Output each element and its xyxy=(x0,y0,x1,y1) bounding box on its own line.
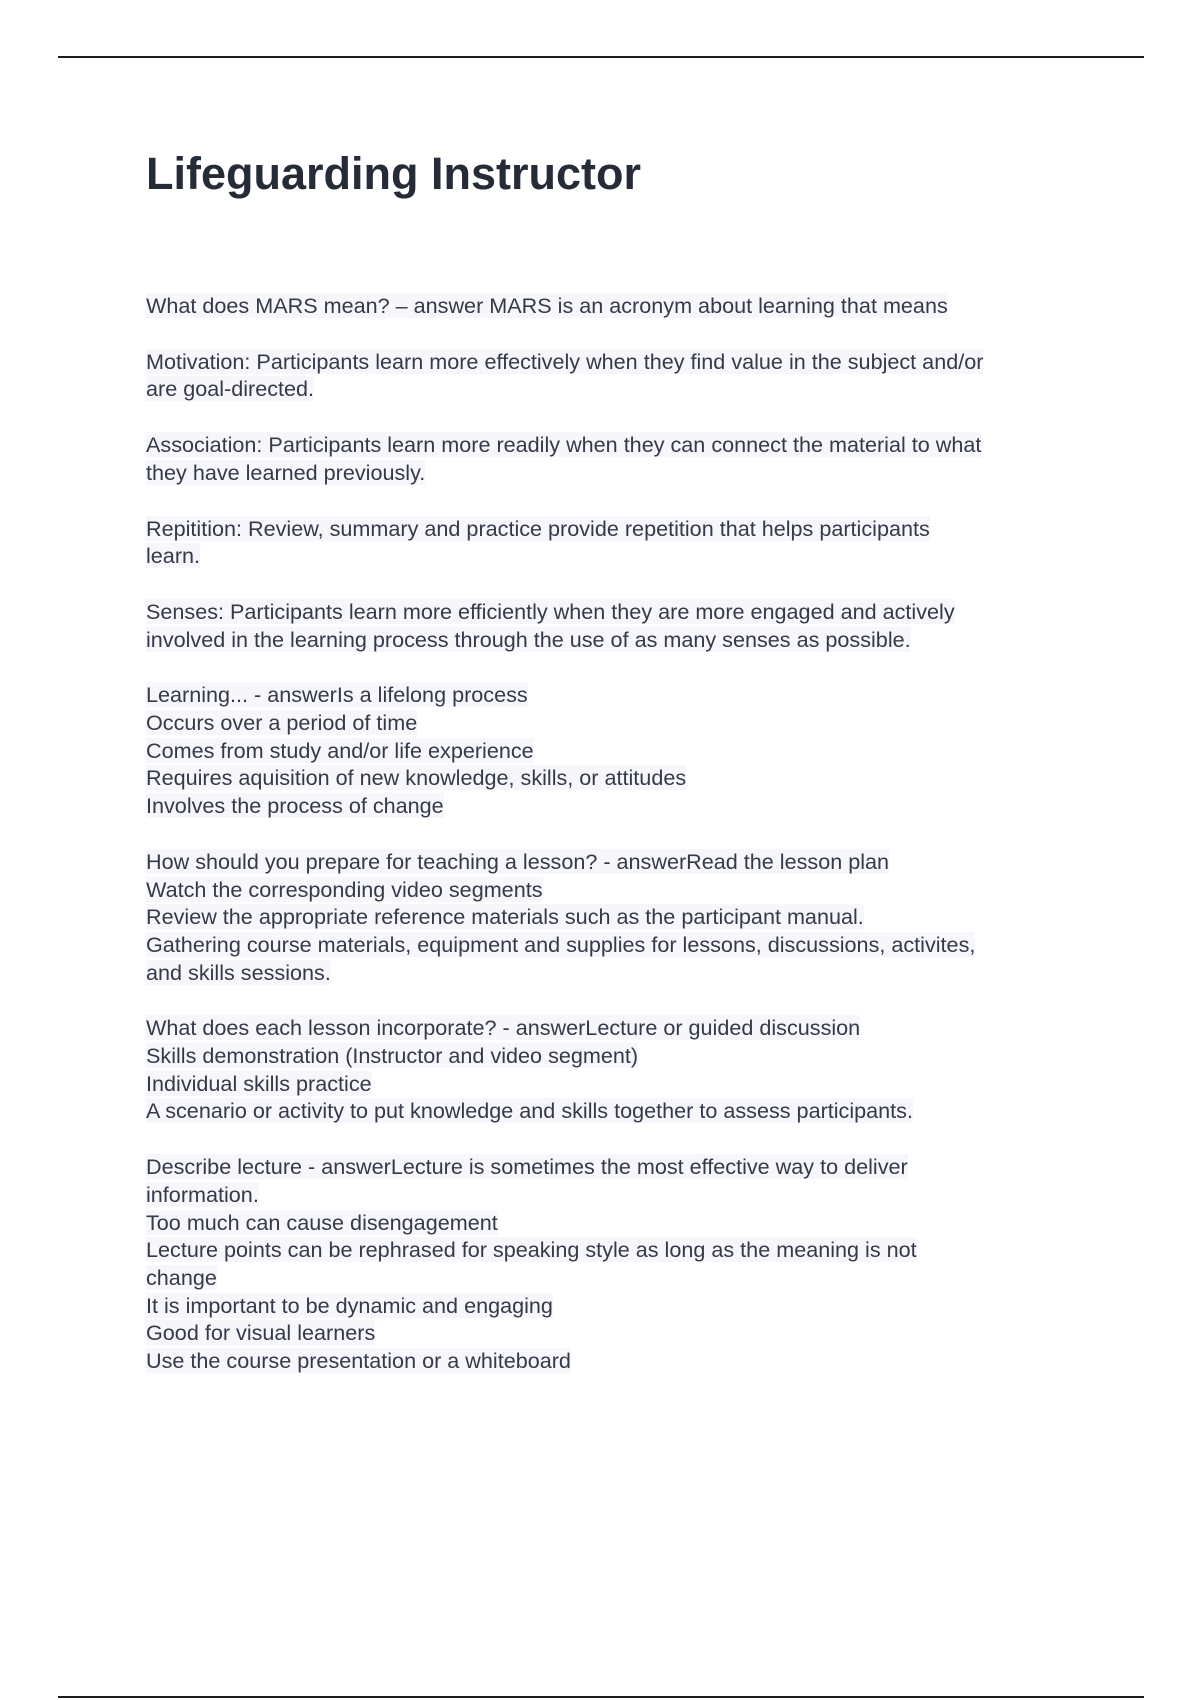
text-line-content: change xyxy=(146,1264,217,1290)
text-line xyxy=(146,737,1096,765)
text-line-content: How should you prepare for teaching a lesson? - answerRead the lesson plan xyxy=(146,848,890,874)
text-line-content: Gathering course materials, equipment and supplies for lessons, discussions, activites, xyxy=(146,931,976,957)
text-line-content: Motivation: Participants learn more effectively when they find value in the subject and/or xyxy=(146,348,984,374)
text-line xyxy=(146,764,1096,792)
text-line xyxy=(146,542,1096,570)
text-line-content: What does each lesson incorporate? - answerLecture or guided discussion xyxy=(146,1015,861,1041)
text-line xyxy=(146,626,1096,654)
text-line-content: Comes from study and/or life experience xyxy=(146,737,534,763)
text-line xyxy=(146,792,1096,820)
qa-list xyxy=(146,292,1096,1375)
text-line xyxy=(146,1070,1096,1098)
text-line-content: Too much can cause disengagement xyxy=(146,1209,498,1235)
text-line-content: Learning... - answerIs a lifelong process xyxy=(146,682,528,708)
text-line xyxy=(146,848,1096,876)
text-line xyxy=(146,598,1096,626)
text-line xyxy=(146,1292,1096,1320)
qa-paragraph xyxy=(146,1153,1096,1375)
text-line-content: Lecture points can be rephrased for speaking style as long as the meaning is not xyxy=(146,1237,917,1263)
qa-paragraph xyxy=(146,292,1096,320)
text-line xyxy=(146,375,1096,403)
text-line-content: Requires aquisition of new knowledge, skills, or attitudes xyxy=(146,765,687,791)
text-line xyxy=(146,876,1096,904)
text-line-content: What does MARS mean? – answer MARS is an acronym about learning that means xyxy=(146,293,948,318)
text-line-content: and skills sessions. xyxy=(146,959,331,985)
text-line-content: learn. xyxy=(146,543,201,569)
text-line xyxy=(146,709,1096,737)
text-line xyxy=(146,1347,1096,1375)
text-line-content: Repitition: Review, summary and practice provide repetition that helps participants xyxy=(146,515,930,541)
text-line xyxy=(146,515,1096,543)
text-line-content: Senses: Participants learn more efficiently when they are more engaged and actively xyxy=(146,598,955,624)
text-line-content: Involves the process of change xyxy=(146,793,444,819)
text-line-content: Describe lecture - answerLecture is sometimes the most effective way to deliver xyxy=(146,1154,908,1180)
text-line-content: Association: Participants learn more readily when they can connect the material to what xyxy=(146,432,982,458)
text-line-content: It is important to be dynamic and engaging xyxy=(146,1292,553,1318)
text-line xyxy=(146,1097,1096,1125)
text-line xyxy=(146,431,1096,459)
text-line-content: Individual skills practice xyxy=(146,1070,372,1096)
text-line-content: involved in the learning process through the use of as many senses as possible. xyxy=(146,626,911,652)
text-line xyxy=(146,959,1096,987)
qa-paragraph xyxy=(146,681,1096,820)
text-line-content: A scenario or activity to put knowledge and skills together to assess participants. xyxy=(146,1098,913,1124)
text-line xyxy=(146,1181,1096,1209)
text-line-content: Occurs over a period of time xyxy=(146,710,418,736)
qa-paragraph xyxy=(146,431,1096,486)
qa-paragraph xyxy=(146,598,1096,653)
text-line-content: they have learned previously. xyxy=(146,459,426,485)
text-line xyxy=(146,1236,1096,1264)
text-line-content: Review the appropriate reference materials such as the participant manual. xyxy=(146,904,864,930)
text-line xyxy=(146,931,1096,959)
text-line xyxy=(146,1209,1096,1237)
text-line-content: Use the course presentation or a whiteboard xyxy=(146,1348,571,1374)
text-line xyxy=(146,1153,1096,1181)
text-line xyxy=(146,1042,1096,1070)
bottom-divider xyxy=(58,1696,1144,1698)
document-page xyxy=(146,140,1096,1403)
text-line-content: Watch the corresponding video segments xyxy=(146,876,543,902)
text-line xyxy=(146,292,1096,320)
text-line xyxy=(146,459,1096,487)
text-line xyxy=(146,681,1096,709)
top-divider xyxy=(58,56,1144,58)
qa-paragraph xyxy=(146,1014,1096,1125)
qa-paragraph xyxy=(146,515,1096,570)
text-line-content: are goal-directed. xyxy=(146,376,315,402)
text-line xyxy=(146,1319,1096,1347)
qa-paragraph xyxy=(146,348,1096,403)
text-line xyxy=(146,348,1096,376)
text-line xyxy=(146,1014,1096,1042)
text-line-content: Skills demonstration (Instructor and video segment) xyxy=(146,1043,639,1069)
qa-paragraph xyxy=(146,848,1096,987)
text-line xyxy=(146,903,1096,931)
text-line xyxy=(146,1264,1096,1292)
page-title: Lifeguarding Instructor xyxy=(146,148,641,199)
text-line-content: Good for visual learners xyxy=(146,1320,376,1346)
text-line-content: information. xyxy=(146,1181,259,1207)
